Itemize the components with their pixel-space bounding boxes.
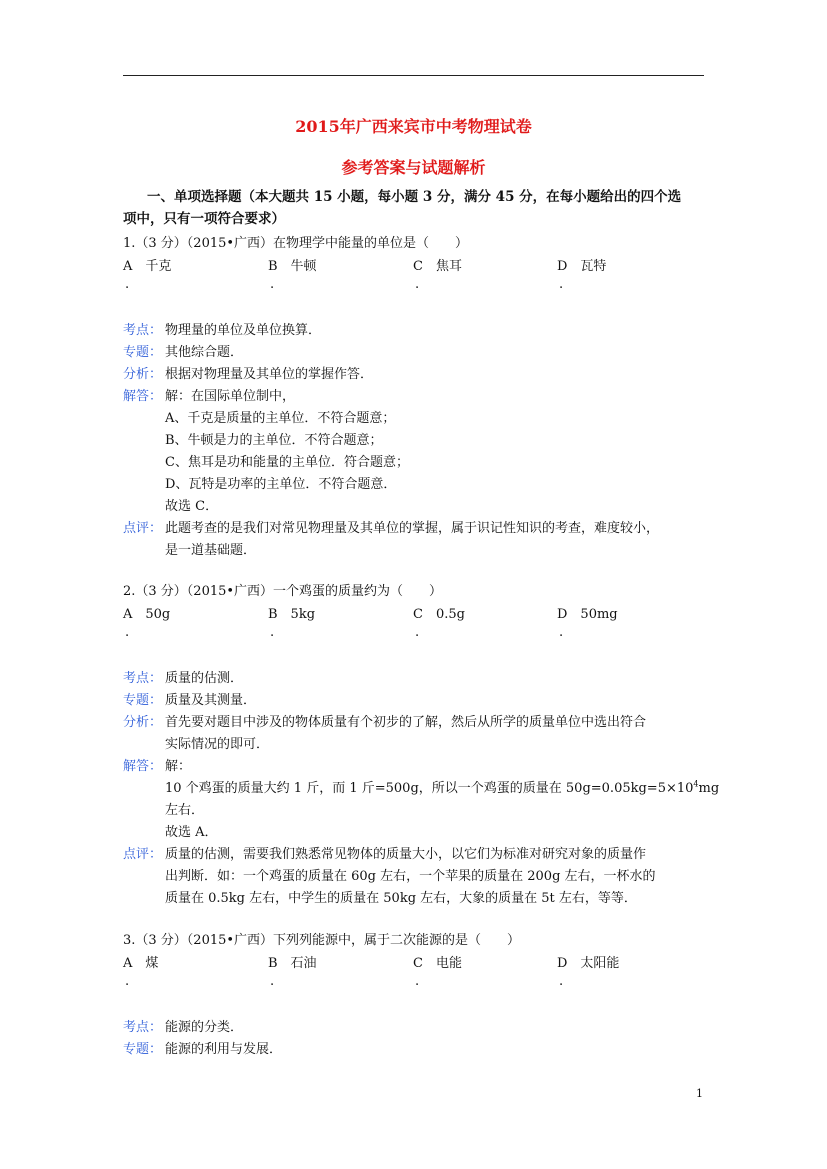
q2-jieda: 解： (165, 759, 192, 774)
q2-fenxi-label: 分析： (123, 715, 163, 730)
question-3-stem: 3.（3 分）（2015•广西）下列列能源中，属于二次能源的是（ ） (123, 933, 521, 948)
q1-option-c: C 焦耳 (413, 259, 462, 274)
q2-dot: . (559, 625, 564, 640)
q2-kaodian-label: 考点： (123, 671, 163, 686)
q2-answer: 故选 A． (165, 825, 218, 840)
q1-fenxi: 根据对物理量及其单位的掌握作答． (165, 367, 374, 382)
q3-kaodian-label: 考点： (123, 1020, 163, 1035)
q2-jieda-line: 左右． (165, 803, 205, 818)
q2-option-d: D 50mg (557, 607, 618, 622)
q2-option-c: C 0.5g (413, 607, 465, 622)
q2-dot: . (415, 625, 420, 640)
q2-jieda-line-text: 10 个鸡蛋的质量大约 1 斤，而 1 斤=500g，所以一个鸡蛋的质量在 50g=0.05kg=5×10 (165, 781, 694, 796)
header-rule (123, 75, 704, 76)
q1-jieda-line: C、焦耳是功和能量的主单位．符合题意； (165, 455, 409, 470)
q1-option-b: B 牛顿 (268, 259, 317, 274)
q1-dot: . (559, 277, 564, 292)
q1-jieda-line: D、瓦特是功率的主单位．不符合题意． (165, 477, 397, 492)
q3-dot: . (125, 974, 130, 989)
q1-option-d: D 瓦特 (557, 259, 607, 274)
q1-zhuanti: 其他综合题． (165, 345, 244, 360)
q1-dianping: 是一道基础题． (165, 543, 257, 558)
q2-dianping-label: 点评： (123, 847, 163, 862)
section-heading (123, 186, 708, 230)
q1-dot: . (270, 277, 275, 292)
q3-zhuanti: 能源的利用与发展． (165, 1042, 283, 1057)
q1-zhuanti-label: 专题： (123, 345, 163, 360)
q3-zhuanti-label: 专题： (123, 1042, 163, 1057)
q2-kaodian: 质量的估测． (165, 671, 244, 686)
q1-dot: . (125, 277, 130, 292)
q3-option-a: A 煤 (123, 956, 159, 971)
q2-fenxi: 实际情况的即可． (165, 737, 270, 752)
q1-dot: . (415, 277, 420, 292)
question-2-stem: 2.（3 分）（2015•广西）一个鸡蛋的质量约为（ ） (123, 584, 443, 599)
q2-zhuanti: 质量及其测量． (165, 693, 257, 708)
q1-kaodian-label: 考点： (123, 323, 163, 338)
q1-kaodian: 物理量的单位及单位换算． (165, 323, 322, 338)
q1-jieda-line: B、牛顿是力的主单位．不符合题意； (165, 433, 383, 448)
q2-option-a: A 50g (123, 607, 171, 622)
q3-dot: . (559, 974, 564, 989)
q2-jieda-label: 解答： (123, 759, 163, 774)
section-heading-line-2: 项中，只有一项符合要求） (123, 211, 285, 227)
q1-answer: 故选 C． (165, 499, 219, 514)
q1-fenxi-label: 分析： (123, 367, 163, 382)
page-title: 2015年广西来宾市中考物理试卷 (295, 117, 532, 136)
q3-option-c: C 电能 (413, 956, 462, 971)
q1-jieda-line: A、千克是质量的主单位．不符合题意； (165, 411, 396, 426)
q3-kaodian: 能源的分类． (165, 1020, 244, 1035)
q2-dot: . (125, 625, 130, 640)
page-subtitle: 参考答案与试题解析 (341, 158, 486, 177)
q2-dianping: 质量在 0.5kg 左右，中学生的质量在 50kg 左右，大象的质量在 5t 左右，等等． (165, 891, 637, 906)
q1-jieda-label: 解答： (123, 389, 163, 404)
q3-option-d: D 太阳能 (557, 956, 620, 971)
q1-dianping-label: 点评： (123, 521, 163, 536)
q2-option-b: B 5kg (268, 607, 316, 622)
q1-option-a: A 千克 (123, 259, 172, 274)
q1-jieda: 解：在国际单位制中， (165, 389, 296, 404)
q3-dot: . (270, 974, 275, 989)
q2-fenxi: 首先要对题目中涉及的物体质量有个初步的了解，然后从所学的质量单位中选出符合 (165, 715, 647, 730)
q2-dianping: 出判断．如：一个鸡蛋的质量在 60g 左右，一个苹果的质量在 200g 左右，一杯水的 (165, 869, 656, 884)
q2-dianping: 质量的估测，需要我们熟悉常见物体的质量大小，以它们为标准对研究对象的质量作 (165, 847, 647, 862)
q3-dot: . (415, 974, 420, 989)
q3-option-b: B 石油 (268, 956, 317, 971)
question-1-stem: 1.（3 分）（2015•广西）在物理学中能量的单位是（ ） (123, 236, 469, 251)
q2-exponent: 4 (693, 779, 699, 789)
q2-dot: . (270, 625, 275, 640)
q1-dianping: 此题考查的是我们对常见物理量及其单位的掌握，属于识记性知识的考查，难度较小， (165, 521, 660, 536)
q2-jieda-line (165, 777, 719, 796)
q2-jieda-unit: mg (698, 781, 720, 796)
q2-zhuanti-label: 专题： (123, 693, 163, 708)
page-number: 1 (696, 1087, 703, 1100)
section-heading-line-1: 一、单项选择题（本大题共 15 小题，每小题 3 分，满分 45 分，在每小题给出的四个选 (147, 189, 682, 205)
